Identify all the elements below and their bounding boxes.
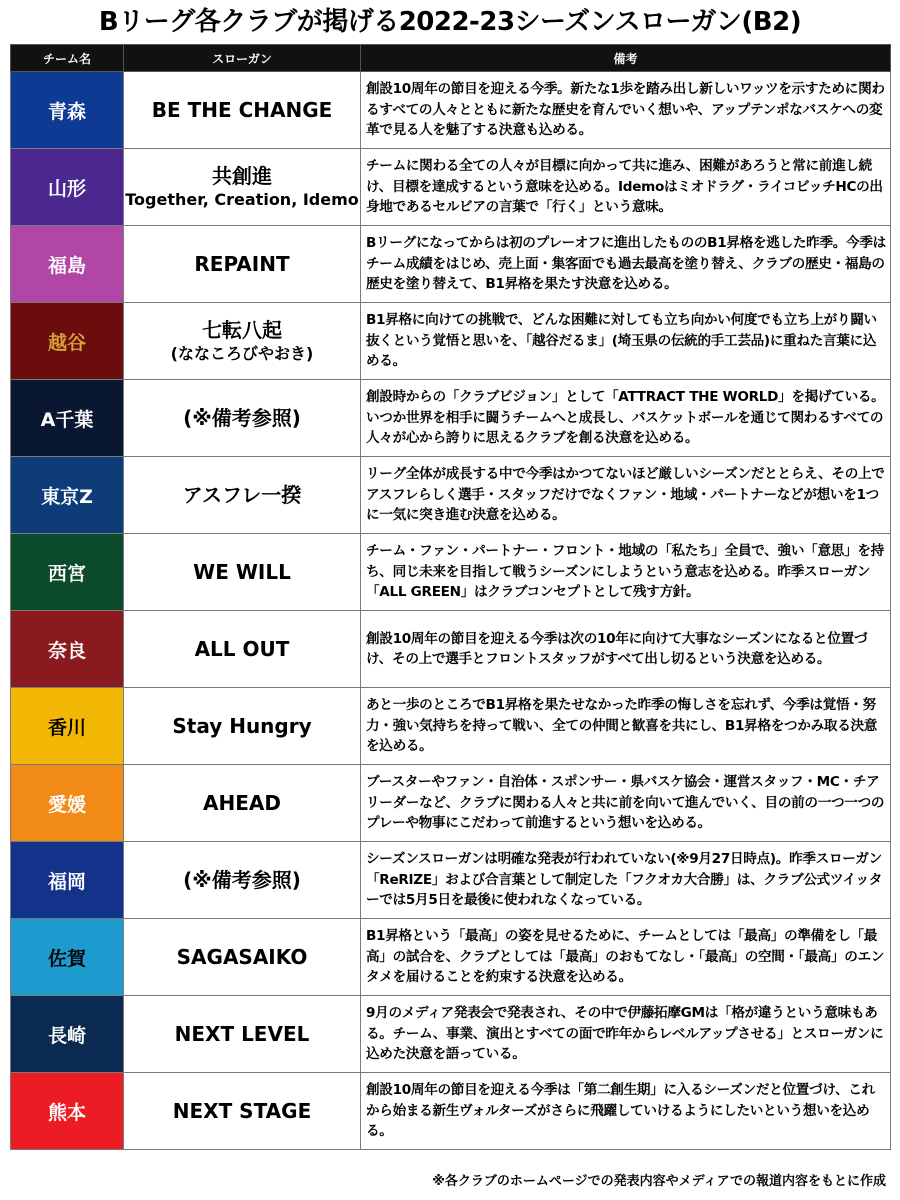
- slogan-subtext: (ななころびやおき): [170, 343, 314, 363]
- table-row: [11, 149, 891, 226]
- slogan-cell: [124, 688, 361, 765]
- slogan-cell: [124, 72, 361, 149]
- table-row: [11, 226, 891, 303]
- slogan-text: NEXT STAGE: [172, 1098, 312, 1123]
- note-cell: 創設10周年の節目を迎える今季。新たな1歩を踏み出し新しいワッツを示すために関わるすべての人々とともに新たな歴史を育んでいく想いや、アップテンポなバスケへの変革で見る人を魅了する決意も込める。: [361, 72, 891, 149]
- header-note: 備考: [361, 45, 891, 72]
- slogan-text: AHEAD: [203, 790, 281, 815]
- slogan-cell: [124, 765, 361, 842]
- note-cell: あと一歩のところでB1昇格を果たせなかった昨季の悔しさを忘れず、今季は覚悟・努力・強い気持ちを持って戦い、全ての仲間と歓喜を共にし、B1昇格をつかみ取る決意を込める。: [361, 688, 891, 765]
- slogan-text: ALL OUT: [194, 636, 290, 661]
- slogan-subtext: Together, Creation, Idemo: [125, 189, 359, 209]
- slogan-cell: [124, 842, 361, 919]
- team-name-cell: 山形: [11, 149, 124, 226]
- team-name-cell: 奈良: [11, 611, 124, 688]
- table-row: [11, 765, 891, 842]
- team-name-cell: 福岡: [11, 842, 124, 919]
- page-title: Bリーグ各クラブが掲げる2022-23シーズンスローガン(B2): [98, 7, 802, 37]
- slogan-cell: [124, 996, 361, 1073]
- table-row: [11, 842, 891, 919]
- table-row: [11, 996, 891, 1073]
- footnote: ※各クラブのホームページでの発表内容やメディアでの報道内容をもとに作成: [432, 1174, 886, 1189]
- note-cell: 9月のメディア発表会で発表され、その中で伊藤拓摩GMは「格が違うという意味もある。チーム、事業、演出とすべての面で昨年からレベルアップさせる」とスローガンに込めた決意を語っている。: [361, 996, 891, 1073]
- slogan-cell: [124, 919, 361, 996]
- table-row: [11, 72, 891, 149]
- team-name-cell: 青森: [11, 72, 124, 149]
- slogan-text: SAGASAIKO: [176, 944, 308, 969]
- slogan-table: [10, 44, 891, 1150]
- header-slogan: スローガン: [124, 45, 361, 72]
- slogan-text: WE WILL: [193, 559, 291, 584]
- slogan-text: (※備考参照): [183, 867, 301, 892]
- team-name-cell: 香川: [11, 688, 124, 765]
- note-cell: ブースターやファン・自治体・スポンサー・県バスケ協会・運営スタッフ・MC・チアリーダーなど、クラブに関わる人々と共に前を向いて進んでいく、目の前の一つ一つのプレーや物事にこだわって前進するという想いを込める。: [361, 765, 891, 842]
- team-name-cell: A千葉: [11, 380, 124, 457]
- slogan-cell: [124, 226, 361, 303]
- slogan-text: アスフレ一揆: [182, 482, 302, 507]
- team-name-cell: 長崎: [11, 996, 124, 1073]
- slogan-text: (※備考参照): [183, 405, 301, 430]
- slogan-cell: [124, 380, 361, 457]
- slogan-cell: [124, 149, 361, 226]
- note-cell: チームに関わる全ての人々が目標に向かって共に進み、困難があろうと常に前進し続け、目標を達成するという意味を込める。Idemoはミオドラグ・ライコビッチHCの出身地であるセルビアの言葉で「行く」という意味。: [361, 149, 891, 226]
- team-name-cell: 福島: [11, 226, 124, 303]
- note-cell: 創設10周年の節目を迎える今季は「第二創生期」に入るシーズンだと位置づけ、これから始まる新生ヴォルターズがさらに飛躍していけるようにしたいという想いを込める。: [361, 1073, 891, 1150]
- slogan-cell: [124, 303, 361, 380]
- note-cell: B1昇格に向けての挑戦で、どんな困難に対しても立ち向かい何度でも立ち上がり闘い抜くという覚悟と思いを、「越谷だるま」(埼玉県の伝統的手工芸品)に重ねた言葉に込める。: [361, 303, 891, 380]
- table-row: [11, 919, 891, 996]
- slogan-cell: [124, 534, 361, 611]
- slogan-text: 共創進: [212, 163, 272, 188]
- note-cell: Bリーグになってからは初のプレーオフに進出したもののB1昇格を逃した昨季。今季はチーム成績をはじめ、売上面・集客面でも過去最高を塗り替え、クラブの歴史・福島の歴史を塗り替えて、B1昇格を果たす決意を込める。: [361, 226, 891, 303]
- table-row: [11, 303, 891, 380]
- team-name-cell: 越谷: [11, 303, 124, 380]
- team-name-cell: 東京Z: [11, 457, 124, 534]
- table-row: [11, 534, 891, 611]
- team-name-cell: 愛媛: [11, 765, 124, 842]
- slogan-text: BE THE CHANGE: [151, 97, 333, 122]
- table-row: [11, 380, 891, 457]
- slogan-text: NEXT LEVEL: [174, 1021, 310, 1046]
- table-row: [11, 1073, 891, 1150]
- slogan-text: REPAINT: [194, 251, 290, 276]
- note-cell: 創設10周年の節目を迎える今季は次の10年に向けて大事なシーズンになると位置づけ、その上で選手とフロントスタッフがすべて出し切るという決意を込める。: [361, 611, 891, 688]
- table-row: [11, 688, 891, 765]
- slogan-text: Stay Hungry: [172, 713, 312, 738]
- slogan-cell: [124, 611, 361, 688]
- slogan-cell: [124, 457, 361, 534]
- note-cell: 創設時からの「クラブビジョン」として「ATTRACT THE WORLD」を掲げている。いつか世界を相手に闘うチームへと成長し、バスケットボールを通じて関わるすべての人々が心から誇りに思えるクラブを創る決意を込める。: [361, 380, 891, 457]
- team-name-cell: 佐賀: [11, 919, 124, 996]
- slogan-cell: [124, 1073, 361, 1150]
- note-cell: チーム・ファン・パートナー・フロント・地域の「私たち」全員で、強い「意思」を持ち、同じ未来を目指して戦うシーズンにしようという意志を込める。昨季スローガン「ALL GREEN」はクラブコンセプトとして残す方針。: [361, 534, 891, 611]
- table-row: [11, 611, 891, 688]
- header-team: チーム名: [11, 45, 124, 72]
- team-name-cell: 熊本: [11, 1073, 124, 1150]
- table-row: [11, 457, 891, 534]
- table-header-row: [11, 45, 891, 72]
- team-name-cell: 西宮: [11, 534, 124, 611]
- note-cell: B1昇格という「最高」の姿を見せるために、チームとしては「最高」の準備をし「最高」の試合を、クラブとしては「最高」のおもてなし・「最高」の空間・「最高」のエンタメを届けることを約束する決意を込める。: [361, 919, 891, 996]
- note-cell: リーグ全体が成長する中で今季はかつてないほど厳しいシーズンだととらえ、その上でアスフレらしく選手・スタッフだけでなくファン・地域・パートナーなどが想いを1つに一気に突き進む決意を込める。: [361, 457, 891, 534]
- note-cell: シーズンスローガンは明確な発表が行われていない(※9月27日時点)。昨季スローガン「ReRIZE」および合言葉として制定した「フクオカ大合勝」は、クラブ公式ツイッターでは5月5日を最後に使われなくなっている。: [361, 842, 891, 919]
- slogan-text: 七転八起: [202, 317, 282, 342]
